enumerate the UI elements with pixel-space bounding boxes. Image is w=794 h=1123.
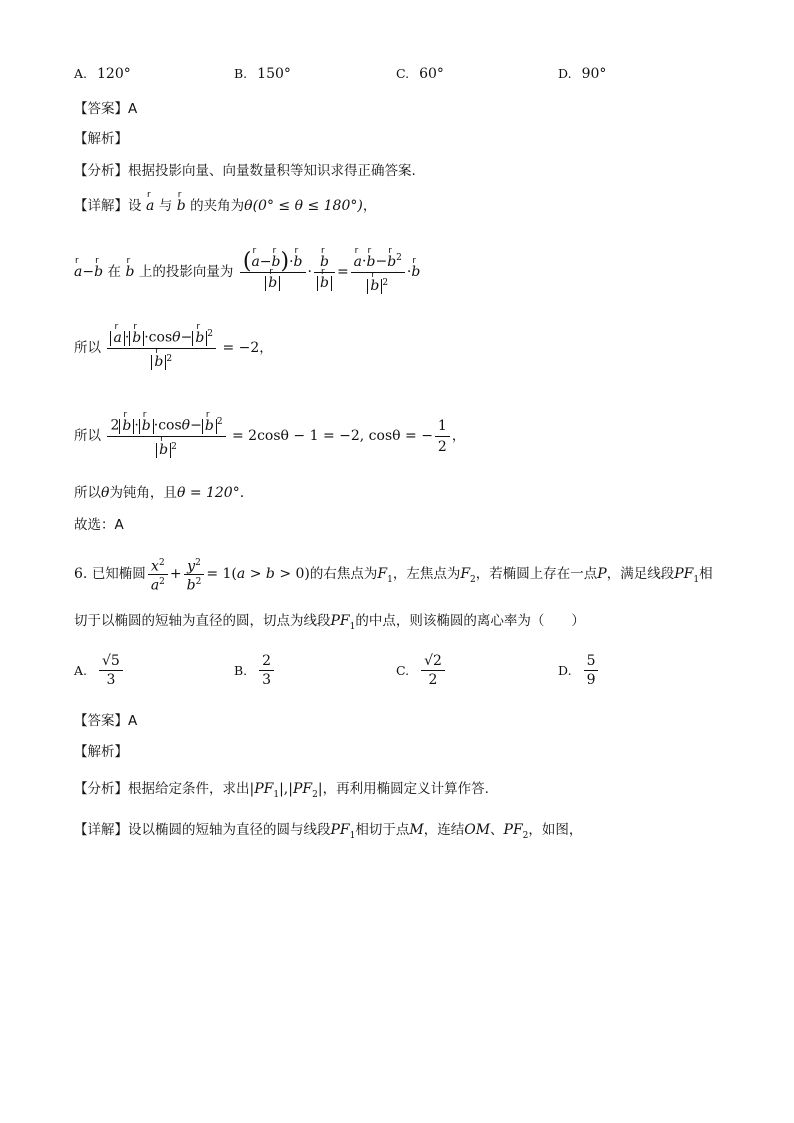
q5-option-d — [558, 66, 606, 82]
obtuse-text: 为钝角，且 — [109, 485, 177, 501]
unit-vector-fraction: r b r b — [314, 252, 335, 293]
detail-text: 设 — [128, 198, 142, 214]
question-number: 6. — [74, 566, 88, 583]
detail-text: ，连结 — [423, 822, 465, 838]
stem-text: 切于以椭圆的短轴为直径的圆，切点为线段 — [74, 613, 331, 629]
detail-text: ，如图， — [528, 822, 583, 838]
q6-answer: 【答案】A — [74, 713, 138, 729]
comma: ， — [259, 340, 273, 356]
q5-equation-1 — [74, 320, 273, 376]
option-denominator: 9 — [584, 670, 599, 689]
detail-text: 【详解】设以椭圆的短轴为直径的圆与线段 — [74, 822, 331, 838]
q6-analysis: 【分析】根据给定条件，求出$|PF_1|,|PF_2|$，再利用椭圆定义计算作答. — [74, 781, 489, 800]
detail-tag: 【详解】 — [74, 198, 128, 214]
option-label: D. — [558, 66, 572, 81]
stem-text: 的中点，则该椭圆的离心率为（ ） — [355, 613, 585, 629]
detail-text: 在 — [107, 264, 122, 280]
stem-text: 的右焦点为 — [309, 566, 378, 583]
suoyi-text: 所以 — [74, 485, 101, 501]
q5-option-b — [234, 66, 291, 82]
analysis-text: 【分析】根据给定条件，求出 — [74, 781, 250, 797]
stem-text: ，满足线段 — [606, 566, 675, 583]
option-label: C. — [396, 66, 410, 81]
vector-a: r a — [146, 196, 154, 216]
q6-option-a — [74, 652, 125, 689]
q6-detail: 【详解】设以椭圆的短轴为直径的圆与线段$PF_1$相切于点M，连结OM、$PF_2$，如图， — [74, 822, 583, 841]
q5-answer: 【答案】A — [74, 101, 138, 117]
angle-range: θ(0° ≤ θ ≤ 180°) — [244, 198, 363, 214]
option-label: A. — [74, 66, 88, 81]
ellipse-x-term: $\frac{x^2}{a^2}$ — [148, 556, 168, 592]
half-fraction: $\frac{1}{2}$ — [435, 416, 450, 457]
option-numerator: √5 — [102, 653, 120, 669]
option-label: A. — [74, 662, 88, 678]
projection-simplified: r a·r b−r $b^2$ r b $^2$ — [351, 248, 405, 296]
detail-text: 的夹角为 — [190, 198, 245, 214]
theta-symbol: θ — [101, 485, 110, 501]
vector-b: r b — [177, 196, 186, 216]
q5-analysis-tag: 【解析】 — [74, 131, 128, 147]
equation-2-fraction: 2r b ·r b ·cosθ−r b $^2$ r b $^2$ — [107, 412, 225, 460]
option-value: 120° — [97, 66, 131, 82]
q6-stem-line-1: 6. 已知椭圆 $\frac{x^2}{a^2}$ + $\frac{y^2}{b^2}$ = 1(a > b > 0)的右焦点为$F_1$，左焦点为$F_2$，若椭圆上存在一点P，满足线段$PF_1$相 — [74, 558, 713, 594]
q5-detail-line — [74, 196, 376, 216]
option-numerator: 2 — [262, 653, 272, 669]
comma: ， — [362, 198, 377, 214]
q6-stem-line-2: 切于以椭圆的短轴为直径的圆，切点为线段$PF_1$的中点，则该椭圆的离心率为（ ） — [74, 613, 585, 632]
option-denominator: 3 — [259, 670, 274, 689]
stem-text: 已知椭圆 — [91, 566, 146, 583]
analysis-text: ，再利用椭圆定义计算作答. — [322, 781, 489, 797]
q6-option-d — [558, 652, 600, 689]
projection-fraction: (r a−r b)·r b r b — [240, 252, 306, 293]
vector-b: r b — [125, 244, 134, 300]
option-value: 60° — [419, 66, 444, 82]
option-denominator: 3 — [99, 670, 123, 689]
q5-choice: 故选：A — [74, 517, 124, 533]
vector-b: r b — [94, 244, 103, 300]
q5-obtuse-line — [74, 483, 244, 503]
q6-analysis-tag: 【解析】 — [74, 744, 128, 760]
option-label: B. — [234, 66, 248, 81]
stem-text: ，若椭圆上存在一点 — [475, 566, 598, 583]
q5-option-a — [74, 66, 131, 82]
period: . — [239, 485, 245, 501]
option-numerator: 5 — [586, 653, 596, 669]
detail-text: 与 — [158, 198, 173, 214]
vector-a: r a — [74, 244, 82, 300]
ellipse-y-term: $\frac{y^2}{b^2}$ — [184, 556, 205, 592]
option-numerator: √2 — [424, 653, 442, 669]
detail-text: 相切于点 — [355, 822, 410, 838]
equation-1-fraction: r a ·r b ·cosθ−r b $^2$ r b $^2$ — [107, 324, 216, 372]
stem-text: ，左焦点为 — [392, 566, 461, 583]
suoyi-text: 所以 — [74, 340, 101, 356]
equation-1-result: = −2 — [222, 340, 260, 356]
stem-text: 相 — [699, 566, 713, 583]
option-label: D. — [558, 662, 572, 678]
q5-projection-line: r a−r b 在 r b 上的投影向量为 (r a−r b)·r b r b · r b r b = r a·r b−r $b^2$ r b $^2$ ·r b — [74, 244, 420, 300]
option-value: 150° — [257, 66, 291, 82]
q6-option-c — [396, 652, 447, 689]
option-label: B. — [234, 662, 248, 678]
option-value: 90° — [581, 66, 607, 82]
q5-option-c — [396, 66, 444, 82]
equation-2-result: = 2cosθ − 1 = −2, cosθ = − — [232, 428, 433, 444]
q6-option-b — [234, 652, 276, 689]
detail-text: 、 — [490, 822, 504, 838]
q5-equation-2 — [74, 408, 465, 464]
theta-value: θ = 120° — [176, 485, 240, 501]
detail-text: 上的投影向量为 — [138, 264, 234, 280]
option-label: C. — [396, 662, 410, 678]
option-denominator: 2 — [421, 670, 445, 689]
q5-analysis: 【分析】根据投影向量、向量数量积等知识求得正确答案. — [74, 163, 416, 179]
comma: ， — [451, 428, 466, 444]
suoyi-text: 所以 — [74, 428, 101, 444]
